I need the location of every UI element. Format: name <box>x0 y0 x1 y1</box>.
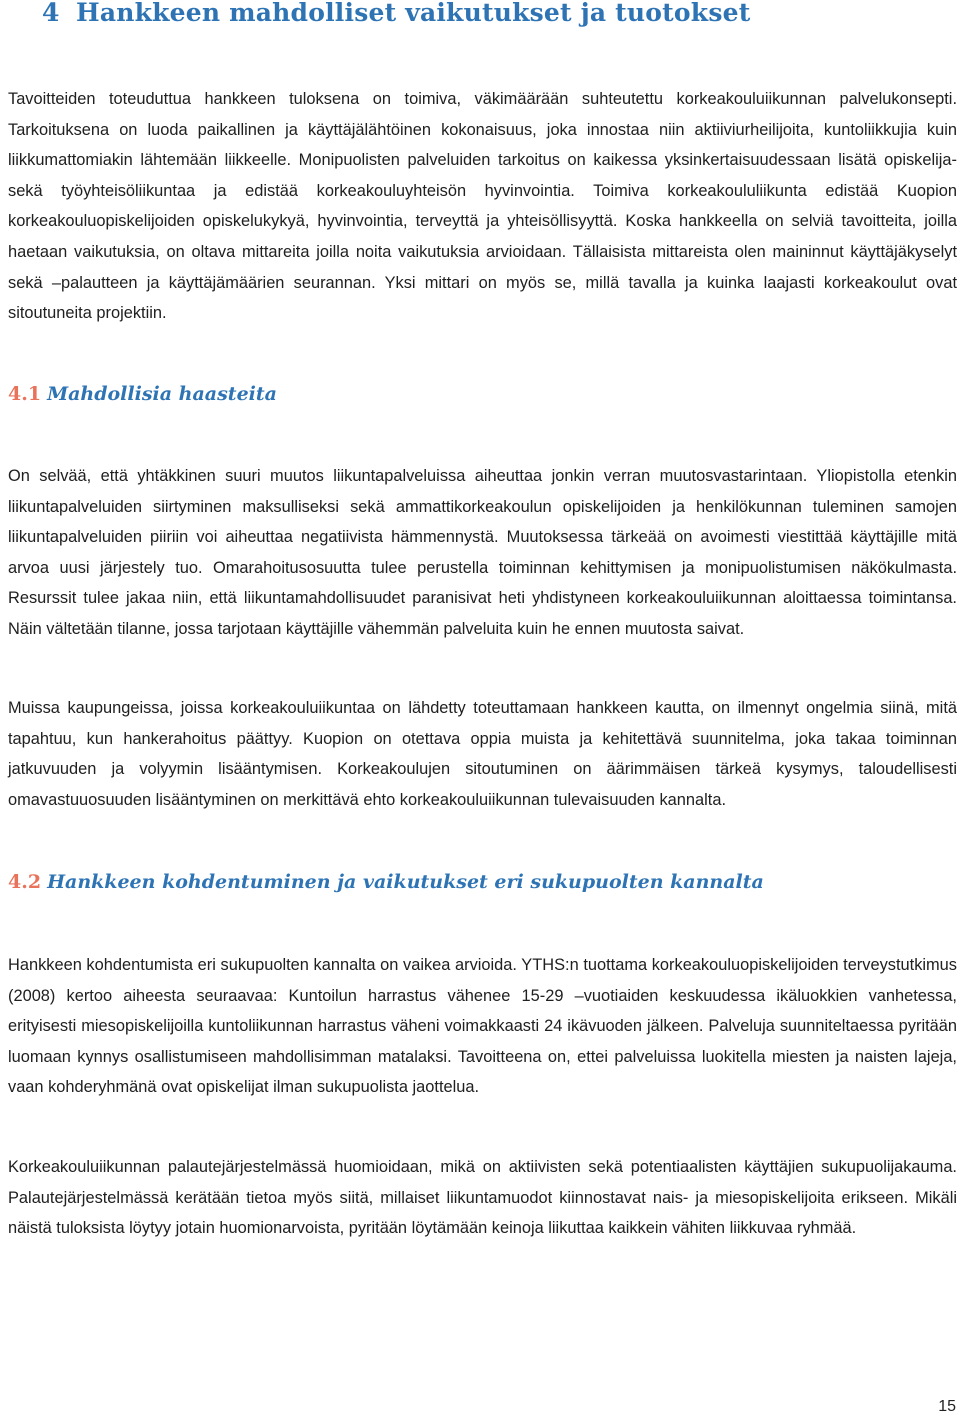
section-title: Hankkeen kohdentuminen ja vaikutukset eri sukupuolten kannalta <box>47 871 764 893</box>
section-4-1-paragraph-1: On selvää, että yhtäkkinen suuri muutos liikuntapalveluissa aiheuttaa jonkin verran muutosvastarintaan. Yliopistolla etenkin liikuntapalveluiden siirtyminen maksulliseksi sekä ammattikorkeakoulun opiskelijoiden ja henkilökunnan tuleminen samojen liikuntapalveluiden piiriin voi aiheuttaa negatiivista hämmennystä. Muutoksessa tärkeää on avoimesti viestittää käyttäjille mitä arvoa uusi järjestely tuo. Omarahoitusosuutta tulee perustella toiminnan kehittymisen ja monipuolistumisen näkökulmasta. Resurssit tulee jakaa niin, että liikuntamahdollisuudet paranisivat heti yhdistyneen korkeakouluiikunnan aloittaessa toimintansa. Näin vältetään tilanne, jossa tarjotaan käyttäjille vähemmän palveluita kuin he ennen muutosta saivat. <box>8 467 957 638</box>
section-heading-4-1 <box>8 383 277 405</box>
chapter-heading <box>42 0 750 27</box>
section-4-2-paragraph-2: Korkeakouluiikunnan palautejärjestelmässä huomioidaan, mikä on aktiivisten sekä potentiaalisten käyttäjien sukupuolijakauma. Palautejärjestelmässä kerätään tietoa myös siitä, millaiset liikuntamuodot kiinnostavat nais- ja miesopiskelijoita erikseen. Mikäli näistä tuloksista löytyy jotain huomionarvoista, pyritään löytämään keinoja liikuttaa kaikkein vähiten liikkuvaa ryhmää. <box>8 1158 957 1238</box>
section-4-2-paragraph-1: Hankkeen kohdentumista eri sukupuolten kannalta on vaikea arvioida. YTHS:n tuottama korkeakouluopiskelijoiden terveystutkimus (2008) kertoo aiheesta seuraavaa: Kuntoilun harrastus vähenee 15-29 –vuotiaiden keskuudessa ikäluokkien vanhetessa, erityisesti miesopiskelijoilla kuntoliikunnan harrastus väheni voimakkaasti 24 ikävuoden jälkeen. Palveluja suunniteltaessa pyritään luomaan kynnys osallistumiseen mahdollisimman matalaksi. Tavoitteena on, ettei palveluissa luokitella miesten ja naisten lajeja, vaan kohderyhmänä ovat opiskelijat ilman sukupuolista jaottelua. <box>8 956 957 1097</box>
chapter-number: 4 <box>42 0 60 27</box>
section-title: Mahdollisia haasteita <box>47 383 277 405</box>
chapter-title: Hankkeen mahdolliset vaikutukset ja tuotokset <box>76 0 751 27</box>
section-number: 4.1 <box>8 383 42 405</box>
section-number: 4.2 <box>8 871 42 893</box>
page-number: 15 <box>938 1398 956 1415</box>
intro-paragraph: Tavoitteiden toteuduttua hankkeen tuloksena on toimiva, väkimäärään suhteutettu korkeakouluiikunnan palvelukonsepti. Tarkoituksena on luoda paikallinen ja käyttäjälähtöinen kokonaisuus, joka innostaa niin aktiiviurheilijoita, kuntoliikkujia kuin liikkumattomiakin lähtemään liikkeelle. Monipuolisten palveluiden tarkoitus on kaikessa yksinkertaisuudessaan lisätä opiskelija- sekä työyhteisöliikuntaa ja edistää korkeakouluyhteisön hyvinvointia. Toimiva korkeakoululiikunta edistää Kuopion korkeakouluopiskelijoiden opiskelukykyä, hyvinvointia, terveyttä ja yhteisöllisyyttä. Koska hankkeella on selviä tavoitteita, joilla haetaan vaikutuksia, on oltava mittareita joilla noita vaikutuksia arvioidaan. Tällaisista mittareista olen maininnut käyttäjäkyselyt sekä –palautteen ja käyttäjämäärien seurannan. Yksi mittari on myös se, millä tavalla ja kuinka laajasti korkeakoulut ovat sitoutuneita projektiin. <box>8 90 957 323</box>
section-4-1-paragraph-2: Muissa kaupungeissa, joissa korkeakouluiikuntaa on lähdetty toteuttamaan hankkeen kautta, on ilmennyt ongelmia siinä, mitä tapahtuu, kun hankerahoitus päättyy. Kuopion on otettava oppia muista ja kehitettävä suunnitelma, joka takaa toiminnan jatkuvuuden ja volyymin lisääntymisen. Korkeakoulujen sitoutuminen on äärimmäisen tärkeä kysymys, taloudellisesti omavastuuosuuden lisääntyminen on merkittävä ehto korkeakouluiikunnan tulevaisuuden kannalta. <box>8 699 957 809</box>
section-heading-4-2 <box>8 871 764 893</box>
